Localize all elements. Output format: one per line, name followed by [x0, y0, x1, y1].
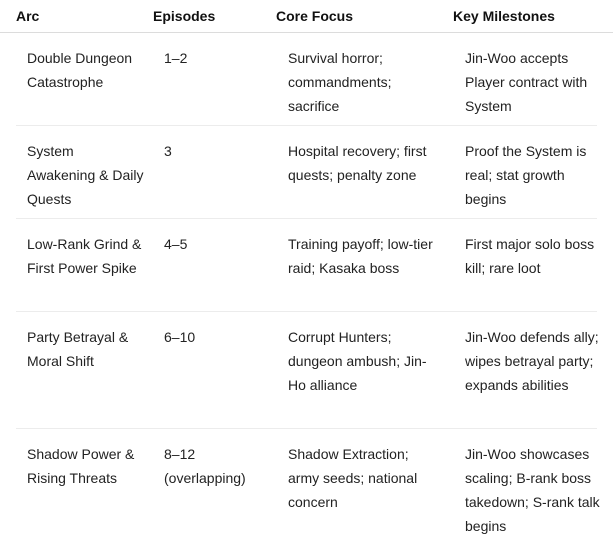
cell-episodes: 8–12 (overlapping) — [164, 446, 246, 486]
cell-milestones: Jin-Woo defends ally; wipes betrayal party; expands abilities — [465, 329, 599, 393]
cell-focus: Hospital recovery; first quests; penalty zone — [288, 143, 427, 183]
header-arc: Arc — [16, 8, 40, 24]
cell-episodes: 4–5 — [164, 236, 188, 252]
header-key-milestones: Key Milestones — [453, 8, 555, 24]
cell-milestones: First major solo boss kill; rare loot — [465, 236, 595, 276]
cell-arc: Party Betrayal & Moral Shift — [27, 329, 129, 369]
cell-arc: Shadow Power & Rising Threats — [27, 446, 135, 486]
table-row — [16, 126, 597, 219]
cell-arc: System Awakening & Daily Quests — [27, 143, 144, 207]
cell-episodes: 1–2 — [164, 50, 188, 66]
header-episodes: Episodes — [153, 8, 216, 24]
table-row — [16, 219, 597, 312]
cell-focus: Shadow Extraction; army seeds; national concern — [288, 446, 418, 510]
header-core-focus: Core Focus — [276, 8, 354, 24]
table-row — [16, 429, 600, 553]
cell-focus: Corrupt Hunters; dungeon ambush; Jin-Ho alliance — [288, 329, 427, 393]
cell-episodes: 6–10 — [164, 329, 196, 345]
cell-focus: Survival horror; commandments; sacrifice — [288, 50, 392, 114]
cell-milestones: Jin-Woo showcases scaling; B-rank boss takedown; S-rank talk begins — [465, 446, 600, 534]
cell-episodes: 3 — [164, 143, 172, 159]
table-row — [16, 312, 597, 429]
cell-focus: Training payoff; low-tier raid; Kasaka boss — [288, 236, 433, 276]
cell-arc: Double Dungeon Catastrophe — [27, 50, 133, 90]
cell-arc: Low-Rank Grind & First Power Spike — [27, 236, 142, 276]
cell-milestones: Proof the System is real; stat growth begins — [465, 143, 587, 207]
cell-milestones: Jin-Woo accepts Player contract with System — [465, 50, 588, 114]
table-row — [16, 33, 597, 126]
table-header — [0, 0, 613, 33]
